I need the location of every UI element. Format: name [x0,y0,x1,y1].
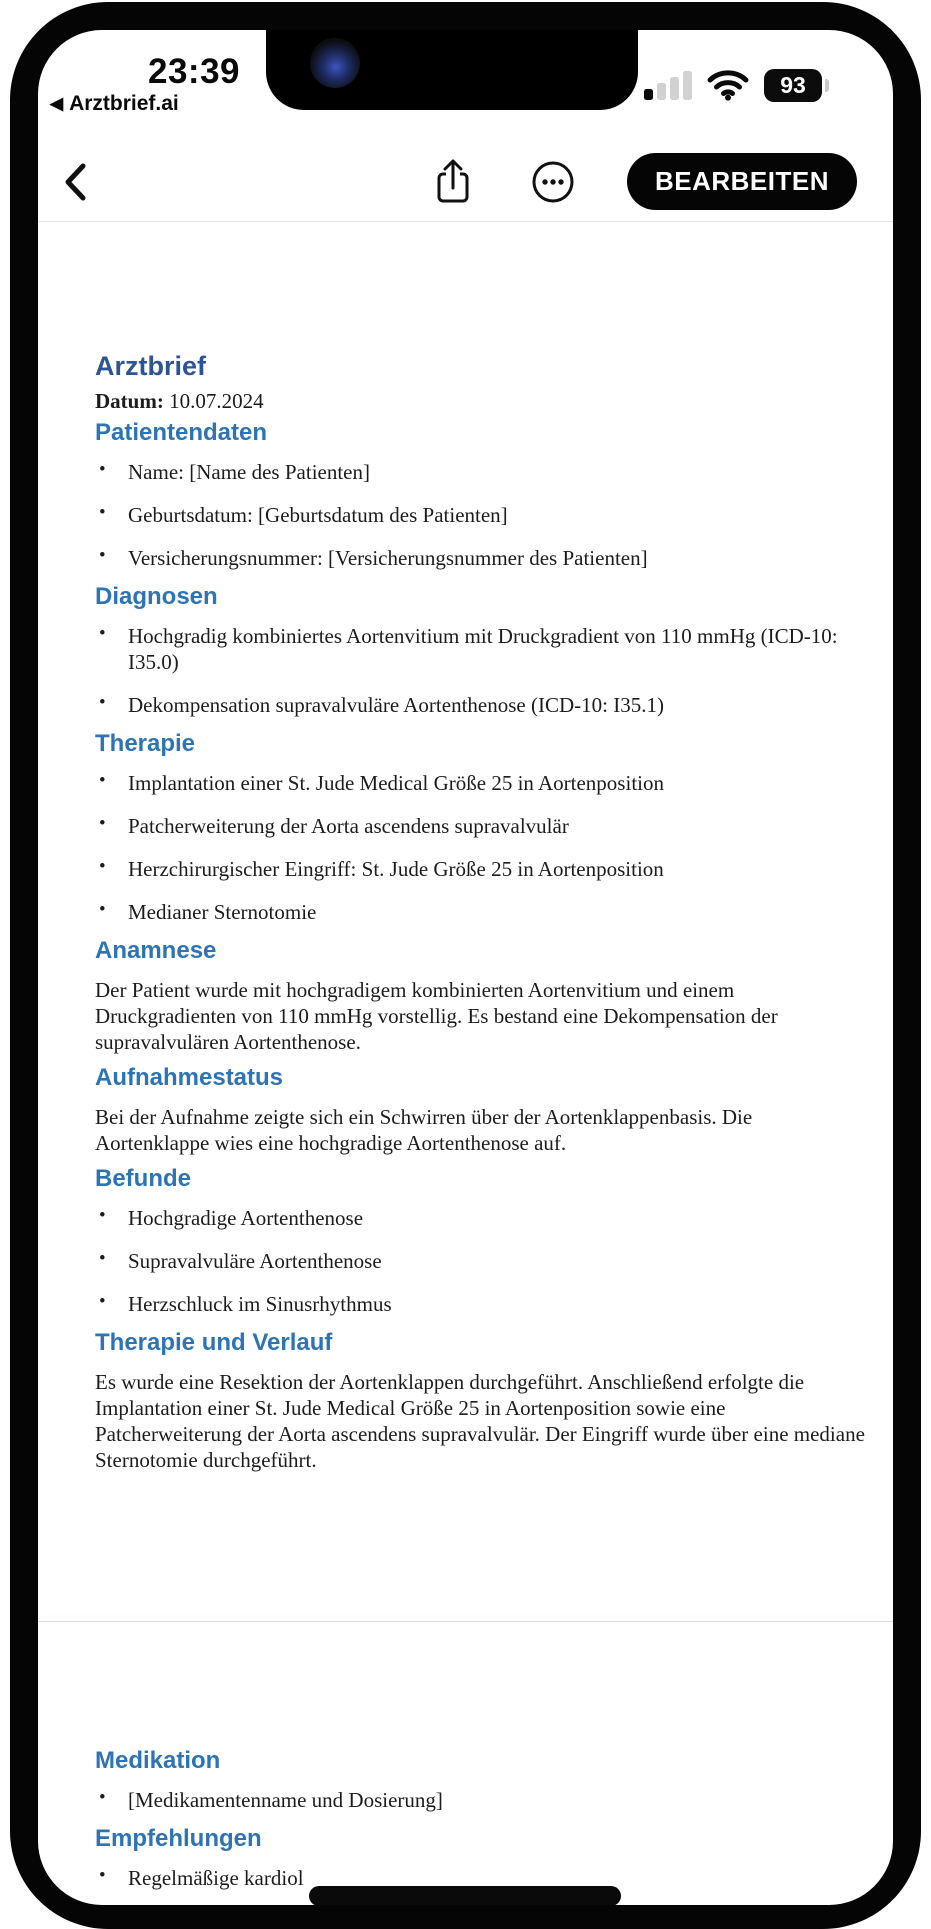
bullet-item: • [Medikamentenname und Dosierung] [95,1787,868,1813]
section-heading: Empfehlungen [95,1825,262,1853]
back-button[interactable] [62,162,88,202]
document-title: Arztbrief [95,351,207,381]
front-camera-icon [310,38,360,88]
bullet-item: • Implantation einer St. Jude Medical Größe 25 in Aortenposition [95,770,868,796]
section-heading: Medikation [95,1747,221,1775]
bullet-item: • Name: [Name des Patienten] [95,459,868,485]
section-heading: Therapie [95,730,196,758]
bullet-item: • Geburtsdatum: [Geburtsdatum des Patienten] [95,502,868,528]
bullet-item: • Supravalvuläre Aortenthenose [95,1248,868,1274]
wifi-icon [707,70,749,101]
document-page-1 [95,418,868,1473]
bullet-item: • Regelmäßige kardiol [95,1865,868,1891]
section-paragraph: Es wurde eine Resektion der Aortenklappen durchgeführt. Anschließend erfolgte die Implantation einer St. Jude Medical Größe 25 in Aortenposition sowie eine Patcherweiterung der Aorta ascendens supravalvulär. Der Eingriff wurde über eine mediane Sternotomie durchgeführt. [95,1370,865,1473]
date-value: 10.07.2024 [169,389,264,414]
back-to-app-indicator[interactable] [50,92,179,116]
section-paragraph: Bei der Aufnahme zeigte sich ein Schwirren über der Aortenklappenbasis. Die Aortenklappe wies eine hochgradige Aortenthenose auf. [95,1105,753,1156]
page-break-divider [38,1621,893,1622]
bullet-item: • Herzchirurgischer Eingriff: St. Jude Größe 25 in Aortenposition [95,856,868,882]
back-to-app-icon: ◀ [50,94,64,113]
battery-icon [764,69,822,102]
nav-bar [38,142,893,222]
bullet-item: • Patcherweiterung der Aorta ascendens supravalvulär [95,813,868,839]
ellipsis-circle-icon [531,160,575,204]
document-page-2 [95,1746,868,1891]
share-button[interactable] [433,157,473,207]
bullet-item: • Dekompensation supravalvuläre Aortenthenose (ICD-10: I35.1) [95,692,868,718]
status-icons [644,68,829,102]
section-heading: Patientendaten [95,419,268,447]
document-preview[interactable] [38,223,893,1905]
date-label: Datum: [95,389,164,414]
bullet-item: • Medianer Sternotomie [95,899,868,925]
section-heading: Diagnosen [95,583,218,611]
redaction-bar [309,1886,621,1905]
section-heading: Therapie und Verlauf [95,1329,333,1357]
bullet-item: • Hochgradig kombiniertes Aortenvitium mit Druckgradient von 110 mmHg (ICD-10: I35.0) [95,623,868,675]
edit-button[interactable]: BEARBEITEN [627,153,857,210]
section-heading: Befunde [95,1165,191,1193]
phone-screen [38,30,893,1905]
battery-nub [825,79,829,92]
notch [266,30,638,110]
battery-percent: 93 [780,71,806,98]
more-options-button[interactable] [531,160,575,204]
bullet-item: • Herzschluck im Sinusrhythmus [95,1291,868,1317]
chevron-left-icon [62,162,88,202]
bullet-item: • Versicherungsnummer: [Versicherungsnummer des Patienten] [95,545,868,571]
back-to-app-label: Arztbrief.ai [69,92,179,115]
section-paragraph: Der Patient wurde mit hochgradigem kombinierten Aortenvitium und einem Druckgradienten von 110 mmHg vorstellig. Es bestand eine Dekompensation der supravalvulären Aortenthenose. [95,978,778,1055]
phone-frame [10,2,921,1929]
section-heading: Aufnahmestatus [95,1064,284,1092]
share-icon [433,157,473,207]
cellular-signal-icon [644,70,692,100]
document-date [95,388,868,414]
bullet-item: • Hochgradige Aortenthenose [95,1205,868,1231]
status-time: 23:39 [147,52,241,91]
section-heading: Anamnese [95,937,217,965]
